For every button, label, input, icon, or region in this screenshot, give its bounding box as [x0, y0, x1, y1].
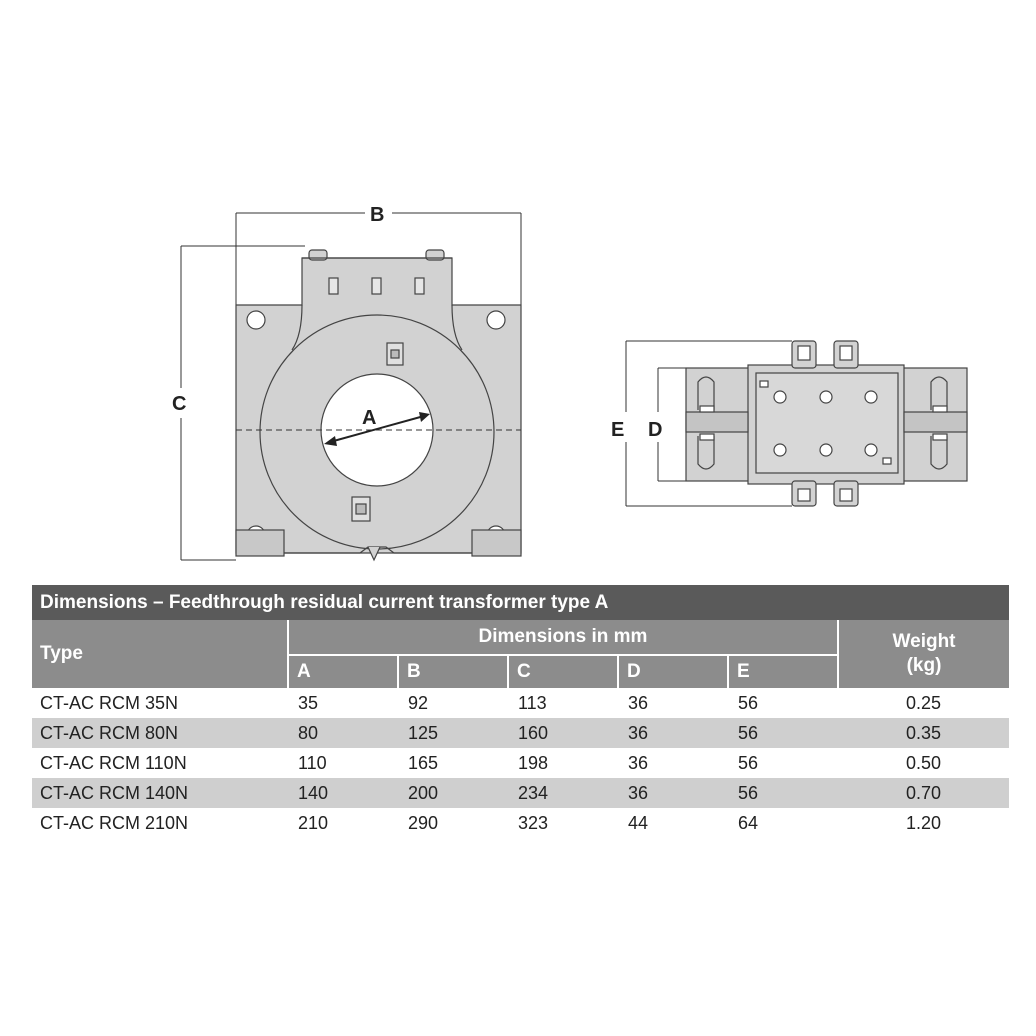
c-cell: 113 [518, 692, 547, 713]
type-header: Type [32, 620, 288, 688]
weight-header-label: Weight [892, 631, 956, 652]
table-row [32, 718, 1009, 748]
label-a: A [362, 407, 377, 429]
weight-cell: 0.25 [906, 692, 942, 713]
d-cell: 36 [618, 778, 728, 808]
type-cell: CT-AC RCM 35N [40, 692, 179, 713]
col-header-c: C [508, 655, 618, 688]
weight-header [838, 620, 1009, 688]
col-header-b: B [398, 655, 508, 688]
type-cell: CT-AC RCM 210N [40, 812, 189, 833]
label-d: D [648, 419, 663, 441]
weight-cell: 1.20 [906, 812, 942, 833]
e-cell: 56 [728, 718, 838, 748]
c-cell: 198 [518, 752, 549, 773]
a-cell: 210 [298, 812, 329, 833]
front-view [172, 204, 521, 560]
d-cell: 36 [628, 752, 649, 773]
table-title: Dimensions – Feedthrough residual current transformer type A [32, 585, 1009, 620]
col-header-e: E [728, 655, 838, 688]
b-cell: 125 [398, 718, 508, 748]
col-header-d: D [618, 655, 728, 688]
dimensions-header: Dimensions in mm [288, 620, 838, 655]
b-cell: 165 [408, 752, 439, 773]
d-cell: 36 [618, 718, 728, 748]
d-cell: 36 [628, 692, 649, 713]
a-cell: 80 [288, 718, 398, 748]
type-cell: CT-AC RCM 140N [32, 778, 288, 808]
c-cell: 234 [508, 778, 618, 808]
e-cell: 56 [738, 692, 759, 713]
b-cell: 290 [408, 812, 439, 833]
col-header-a: A [288, 655, 398, 688]
side-view [611, 341, 967, 506]
table-row [32, 748, 1009, 778]
weight-cell: 0.50 [906, 752, 942, 773]
b-cell: 92 [408, 692, 429, 713]
a-cell: 35 [298, 692, 319, 713]
weight-cell: 0.70 [838, 778, 1009, 808]
type-cell: CT-AC RCM 110N [40, 752, 187, 773]
weight-header-unit: (kg) [906, 655, 942, 676]
weight-cell: 0.35 [838, 718, 1009, 748]
a-cell: 140 [288, 778, 398, 808]
c-cell: 323 [518, 812, 549, 833]
table-row [32, 808, 1009, 838]
table-row [32, 688, 1009, 718]
a-cell: 110 [298, 752, 327, 773]
label-e: E [611, 419, 625, 441]
dimensions-table [32, 585, 1009, 838]
type-cell: CT-AC RCM 80N [32, 718, 288, 748]
e-cell: 64 [738, 812, 759, 833]
label-b: B [370, 204, 385, 226]
c-cell: 160 [508, 718, 618, 748]
b-cell: 200 [398, 778, 508, 808]
e-cell: 56 [738, 752, 759, 773]
table-row [32, 778, 1009, 808]
label-c: C [172, 393, 187, 415]
d-cell: 44 [628, 812, 649, 833]
e-cell: 56 [728, 778, 838, 808]
